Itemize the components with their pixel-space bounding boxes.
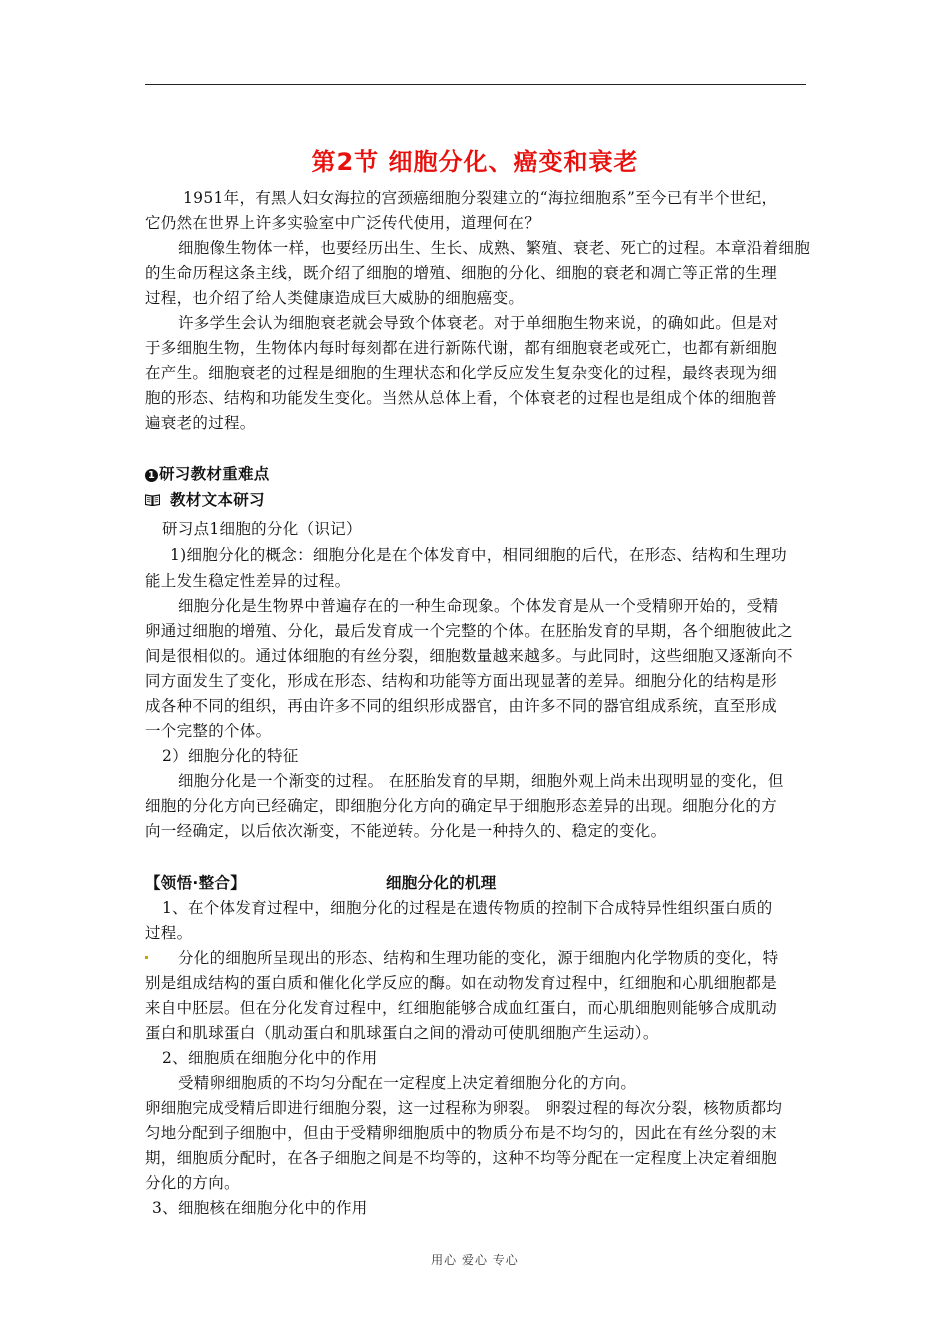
body2-line-11: 期，细胞质分配时，在各子细胞之间是不均等的，这种不均等分配在一定程度上决定着细胞	[145, 1149, 778, 1167]
stray-mark	[145, 956, 148, 959]
intro-line-6: 许多学生会认为细胞衰老就会导致个体衰老。对于单细胞生物来说，的确如此。但是对	[178, 314, 779, 332]
intro-line-9: 胞的形态、结构和功能发生变化。当然从总体上看，个体衰老的过程也是组成个体的细胞普	[145, 389, 778, 407]
intro-line-7: 于多细胞生物，生物体内每时每刻都在进行新陈代谢，都有细胞衰老或死亡，也都有新细胞	[145, 339, 778, 357]
body2-line-7: 2、细胞质在细胞分化中的作用	[162, 1049, 378, 1067]
body2-line-1: 1、在个体发育过程中，细胞分化的过程是在遗传物质的控制下合成特异性组织蛋白质的	[162, 899, 773, 917]
body2-line-5: 来自中胚层。但在分化发育过程中，红细胞能够合成血红蛋白，而心肌细胞则能够合成肌动	[145, 999, 778, 1017]
page-title: 第2节 细胞分化、癌变和衰老	[311, 148, 639, 176]
section-heading-textbook	[145, 488, 815, 514]
body-line-13: 向一经确定，以后依次渐变，不能逆转。分化是一种持久的、稳定的变化。	[145, 822, 667, 840]
section-heading-key-points	[145, 462, 815, 488]
section-heading-textbook-label: 教材文本研习	[170, 491, 265, 509]
intro-line-1: 1951年，有黑人妇女海拉的宫颈癌细胞分裂建立的“海拉细胞系”至今已有半个世纪，	[183, 189, 778, 207]
section-heading-key-points-label: 研习教材重难点	[159, 465, 270, 483]
body-line-10: 2）细胞分化的特征	[162, 747, 299, 765]
body-line-9: 一个完整的个体。	[145, 722, 272, 740]
body-line-11: 细胞分化是一个渐变的过程。 在胚胎发育的早期，细胞外观上尚未出现明显的变化，但	[178, 772, 784, 790]
open-book-icon	[145, 494, 160, 506]
header-rule	[145, 84, 806, 85]
body-line-7: 同方面发生了变化，形成在形态、结构和功能等方面出现显著的差异。细胞分化的结构是形	[145, 672, 778, 690]
body2-line-13: 3、细胞核在细胞分化中的作用	[152, 1199, 368, 1217]
body2-line-9: 卵细胞完成受精后即进行细胞分裂，这一过程称为卵裂。 卵裂过程的每次分裂，核物质都均	[145, 1099, 783, 1117]
intro-line-2: 它仍然在世界上许多实验室中广泛传代使用，道理何在？	[145, 214, 541, 232]
body2-line-12: 分化的方向。	[145, 1174, 240, 1192]
body-line-3: 能上发生稳定性差异的过程。	[145, 572, 351, 590]
intro-line-8: 在产生。细胞衰老的过程是细胞的生理状态和化学反应发生复杂变化的过程，最终表现为细	[145, 364, 778, 382]
circled-number-icon: 1	[145, 469, 158, 482]
intro-line-5: 过程，也介绍了给人类健康造成巨大威胁的细胞癌变。	[145, 289, 525, 307]
intro-line-10: 遍衰老的过程。	[145, 414, 256, 432]
body2-line-3: 分化的细胞所呈现出的形态、结构和生理功能的变化，源于细胞内化学物质的变化，特	[178, 949, 779, 967]
integrate-tag: 【领悟·整合】	[145, 874, 246, 892]
body2-line-2: 过程。	[145, 924, 193, 942]
body2-line-8: 受精卵细胞质的不均匀分配在一定程度上决定着细胞分化的方向。	[178, 1074, 637, 1092]
body-line-12: 细胞的分化方向已经确定，即细胞分化方向的确定早于细胞形态差异的出现。细胞分化的方	[145, 797, 778, 815]
body-line-4: 细胞分化是生物界中普遍存在的一种生命现象。个体发育是从一个受精卵开始的，受精	[178, 597, 779, 615]
body2-line-10: 匀地分配到子细胞中，但由于受精卵细胞质中的物质分布是不均匀的，因此在有丝分裂的末	[145, 1124, 778, 1142]
body-line-2: 1)细胞分化的概念：细胞分化是在个体发育中，相同细胞的后代，在形态、结构和生理功	[170, 546, 787, 564]
body2-line-6: 蛋白和肌球蛋白（肌动蛋白和肌球蛋白之间的滑动可使肌细胞产生运动）。	[145, 1024, 659, 1042]
intro-line-4: 的生命历程这条主线，既介绍了细胞的增殖、细胞的分化、细胞的衰老和凋亡等正常的生理	[145, 264, 778, 282]
integrate-heading-row	[145, 871, 815, 897]
intro-line-3: 细胞像生物体一样，也要经历出生、生长、成熟、繁殖、衰老、死亡的过程。本章沿着细胞	[178, 239, 811, 257]
body-line-5: 卵通过细胞的增殖、分化，最后发育成一个完整的个体。在胚胎发育的早期，各个细胞彼此之	[145, 622, 793, 640]
page-footer: 用心 爱心 专心	[431, 1253, 519, 1267]
body-line-1: 研习点1细胞的分化（识记）	[162, 520, 362, 538]
integrate-heading: 细胞分化的机理	[386, 874, 497, 892]
body2-line-4: 别是组成结构的蛋白质和催化化学反应的酶。如在动物发育过程中，红细胞和心肌细胞都是	[145, 974, 778, 992]
body-line-6: 间是很相似的。通过体细胞的有丝分裂，细胞数量越来越多。与此同时，这些细胞又逐渐向不	[145, 647, 793, 665]
body-line-8: 成各种不同的组织，再由许多不同的组织形成器官，由许多不同的器官组成系统，直至形成	[145, 697, 778, 715]
